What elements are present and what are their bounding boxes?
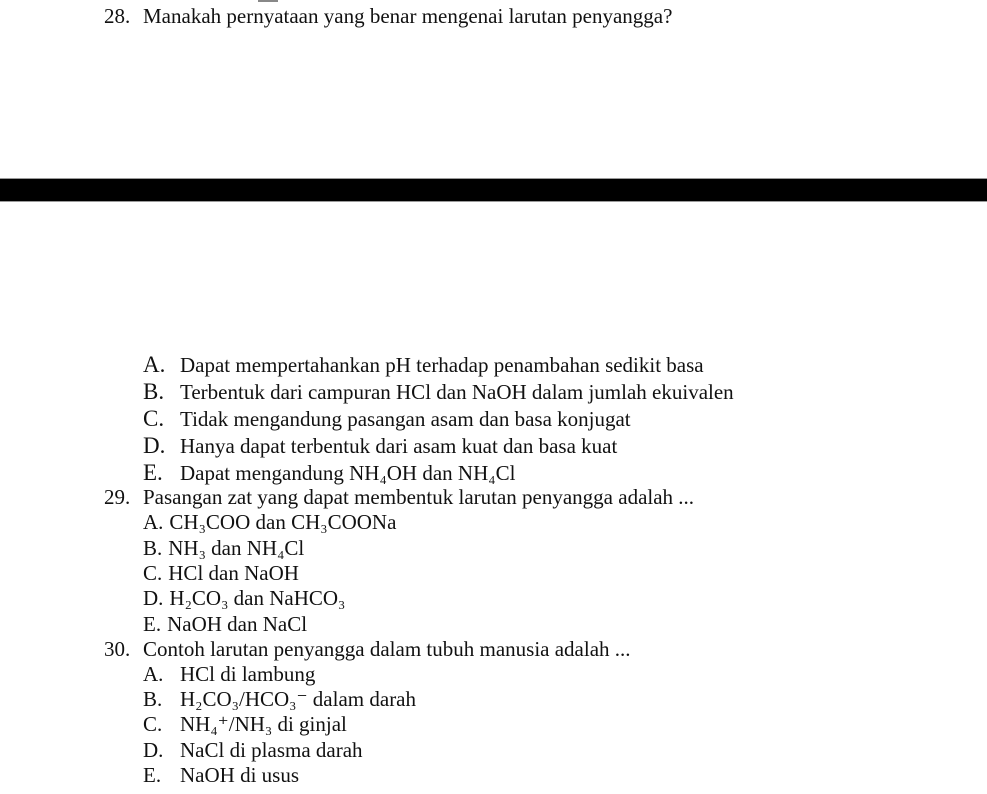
option-text: HCl dan NaOH	[168, 561, 299, 585]
question-28	[104, 4, 672, 29]
option-text: Hanya dapat terbentuk dari asam kuat dan basa kuat	[180, 434, 618, 458]
option-letter: C.	[143, 406, 165, 431]
option-letter: C.	[143, 561, 163, 585]
q30-option-a	[143, 662, 315, 687]
option-text: NaOH dan NaCl	[167, 612, 308, 636]
q29-option-c	[143, 561, 299, 586]
option-letter: A.	[143, 352, 166, 377]
option-text: NaCl di plasma darah	[180, 738, 363, 762]
question-number: 28.	[104, 4, 131, 28]
option-text: H₂CO₃/HCO₃⁻ dalam darah	[180, 687, 417, 711]
option-text: NH₄⁺/NH₃ di ginjal	[180, 712, 347, 736]
option-text: HCl di lambung	[180, 662, 316, 686]
option-text: H₂CO₃ dan NaHCO₃	[169, 586, 346, 610]
question-text: Contoh larutan penyangga dalam tubuh manusia adalah ...	[143, 637, 631, 661]
option-text: Dapat mengandung NH₄OH dan NH₄Cl	[180, 461, 516, 485]
question-number: 30.	[104, 637, 131, 661]
option-letter: A.	[143, 662, 164, 686]
option-text: CH₃COO dan CH₃COONa	[169, 510, 397, 534]
question-text: Manakah pernyataan yang benar mengenai larutan penyangga?	[143, 4, 673, 28]
option-text: Dapat mempertahankan pH terhadap penambahan sedikit basa	[180, 353, 704, 377]
option-text: Tidak mengandung pasangan asam dan basa konjugat	[180, 407, 631, 431]
question-number: 29.	[104, 485, 131, 509]
question-text: Pasangan zat yang dapat membentuk larutan penyangga adalah ...	[143, 485, 695, 509]
option-letter: A.	[143, 510, 164, 534]
q28-option-a	[143, 352, 704, 378]
q29-option-b	[143, 536, 304, 561]
option-text: NH₃ dan NH₄Cl	[168, 536, 305, 560]
option-letter: D.	[143, 433, 166, 458]
q30-option-d	[143, 738, 363, 763]
q28-option-b	[143, 379, 734, 405]
q30-option-e	[143, 763, 299, 788]
question-30	[104, 637, 631, 662]
q30-option-b	[143, 687, 416, 712]
option-letter: D.	[143, 738, 164, 762]
option-letter: B.	[143, 379, 165, 404]
q30-option-c	[143, 712, 347, 737]
redaction-bar	[0, 178, 987, 202]
q28-option-e	[143, 460, 515, 486]
q29-option-d	[143, 586, 345, 611]
option-letter: E.	[143, 460, 163, 485]
q28-option-d	[143, 433, 617, 459]
option-letter: E.	[143, 612, 162, 636]
q29-option-e	[143, 612, 307, 637]
option-letter: D.	[143, 586, 164, 610]
top-mark	[258, 0, 278, 2]
option-text: Terbentuk dari campuran HCl dan NaOH dalam jumlah ekuivalen	[180, 380, 734, 404]
q28-option-c	[143, 406, 631, 432]
option-text: NaOH di usus	[180, 763, 299, 787]
option-letter: E.	[143, 763, 162, 787]
option-letter: C.	[143, 712, 163, 736]
question-29	[104, 485, 694, 510]
option-letter: B.	[143, 687, 163, 711]
q29-option-a	[143, 510, 396, 535]
option-letter: B.	[143, 536, 163, 560]
